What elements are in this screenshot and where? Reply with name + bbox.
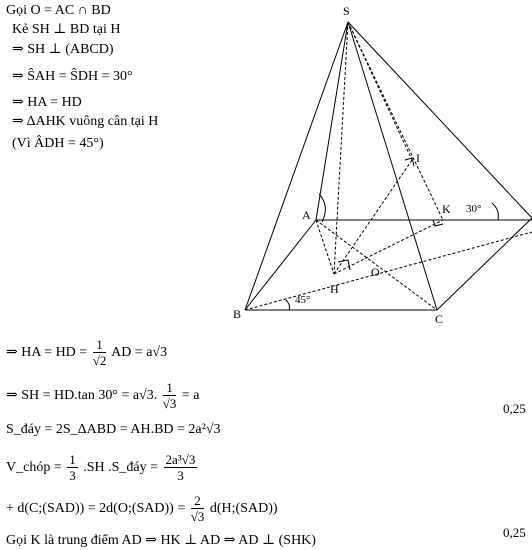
line-midpoint-k: Gọi K là trung điểm AD ⇒ HK ⊥ AD ⇒ AD ⊥ (SHK) — [6, 533, 316, 548]
label-b: B — [233, 307, 242, 321]
step-4: ⇒ ŜAH = ŜDH = 30° — [12, 69, 133, 84]
line-area: S_đáy = 2S_ΔABD = AH.BD = 2a²√3 — [6, 422, 221, 437]
edge-sc — [348, 22, 437, 310]
line-sh: ⇒ SH = HD.tan 30° = a√3. $\frac{1}{√3}$ = a — [6, 380, 200, 411]
edge-cd — [437, 218, 532, 310]
edge-sb — [245, 22, 348, 310]
line-sh — [334, 22, 348, 274]
score-1: 0,25 — [503, 401, 526, 416]
step-3: ⇒ SH ⊥ (ABCD) — [12, 42, 114, 57]
step-7: (Vì ÂDH = 45°) — [12, 136, 104, 151]
edge-sd — [348, 22, 532, 218]
label-h: H — [330, 282, 339, 296]
step-6: ⇒ ΔAHK vuông cân tại H — [12, 114, 159, 129]
step-1: Gọi O = AC ∩ BD — [6, 3, 111, 18]
angle-45-label: 45° — [295, 294, 311, 306]
label-a: A — [302, 208, 311, 222]
line-hk — [334, 220, 443, 274]
line-hi — [334, 160, 412, 274]
line-ha-hd: ⇒ HA = HD = $\frac{1}{√2}$ AD = a√3 — [6, 337, 168, 368]
line-si — [348, 22, 412, 160]
edge-sa — [316, 22, 348, 220]
line-bd — [245, 232, 532, 310]
label-o: O — [371, 265, 380, 279]
label-c: C — [435, 312, 444, 326]
line-volume: V_chóp = $\frac{1}{3}$ .SH .S_đáy = $\frac{\text{2a³√3}}{3}$ — [6, 452, 196, 483]
step-2: Kẻ SH ⊥ BD tại H — [12, 22, 121, 37]
label-k: K — [442, 202, 451, 216]
line-ah — [316, 220, 334, 274]
step-5: ⇒ HA = HD — [12, 95, 82, 110]
score-2: 0,25 — [503, 525, 526, 540]
line-distance: + d(C;(SAD)) = 2d(O;(SAD)) = $\frac{2}{√3}$ d(H;(SAD)) — [6, 493, 278, 524]
label-i: I — [416, 151, 420, 165]
angle-30-label: 30° — [466, 203, 482, 215]
label-s: S — [343, 4, 350, 18]
